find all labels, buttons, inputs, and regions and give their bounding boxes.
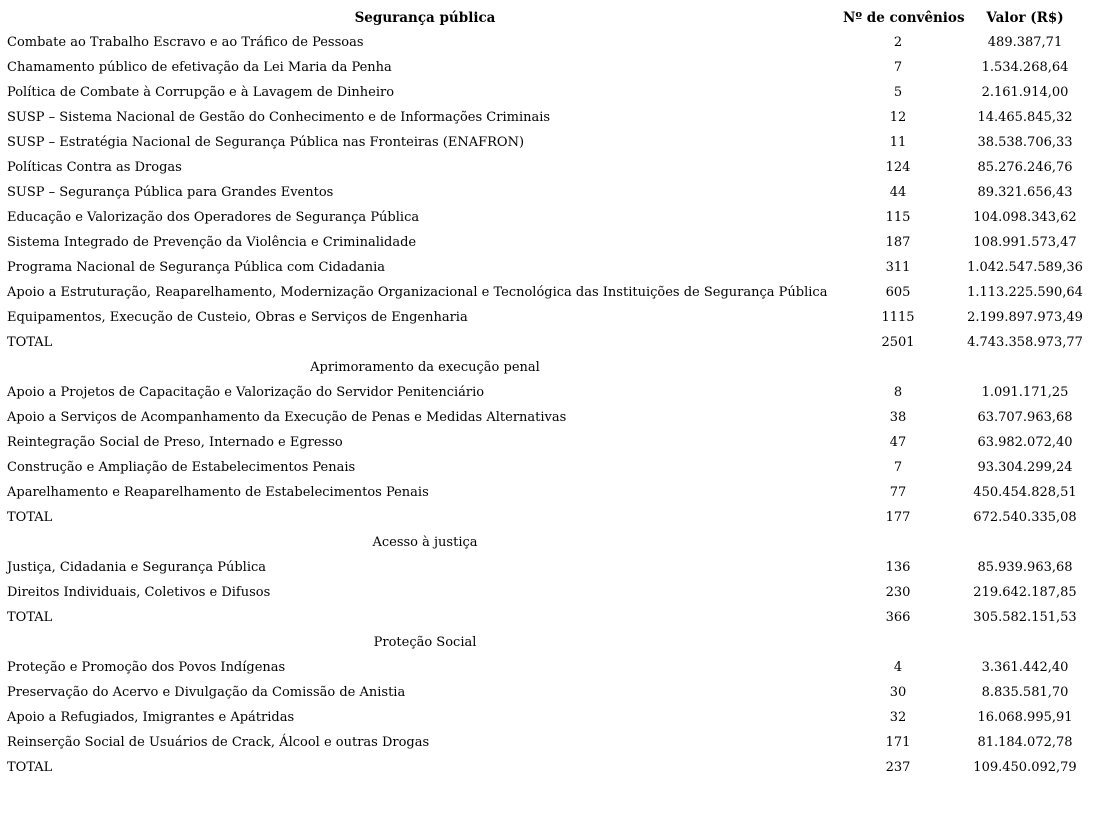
- row-convenios-value: 4: [893, 660, 903, 675]
- section-title: Proteção Social: [373, 635, 477, 650]
- row-convenios-value: 605: [885, 285, 911, 300]
- table-row: [0, 105, 1097, 130]
- row-valor-value: 219.642.187,85: [973, 585, 1077, 600]
- row-valor-value: 38.538.706,33: [977, 135, 1073, 150]
- row-convenios-value: 38: [889, 410, 907, 425]
- row-valor-value: 3.361.442,40: [981, 660, 1069, 675]
- table-row: [0, 480, 1097, 505]
- row-valor-value: 85.939.963,68: [977, 560, 1073, 575]
- row-convenios-value: 115: [885, 210, 911, 225]
- row-convenios-value: 32: [889, 710, 907, 725]
- row-label: SUSP – Sistema Nacional de Gestão do Conhecimento e de Informações Criminais: [7, 110, 551, 125]
- row-convenios-value: 77: [889, 485, 907, 500]
- row-label: Reintegração Social de Preso, Internado e Egresso: [7, 435, 343, 450]
- row-label: Direitos Individuais, Coletivos e Difusos: [7, 585, 271, 600]
- row-label: Programa Nacional de Segurança Pública com Cidadania: [7, 260, 386, 275]
- row-convenios-value: 44: [889, 185, 907, 200]
- table-row: [0, 555, 1097, 580]
- table-header-row: [0, 5, 1097, 30]
- row-label: Política de Combate à Corrupção e à Lavagem de Dinheiro: [7, 85, 395, 100]
- row-convenios-value: 47: [889, 435, 907, 450]
- column-header-convenios: Nº de convênios: [843, 9, 965, 26]
- total-convenios-value: 177: [885, 510, 911, 525]
- section-title-row: [0, 355, 1097, 380]
- row-label: Proteção e Promoção dos Povos Indígenas: [7, 660, 286, 675]
- row-valor-value: 1.113.225.590,64: [967, 285, 1083, 300]
- row-label: Políticas Contra as Drogas: [7, 160, 182, 175]
- row-convenios-value: 8: [893, 385, 903, 400]
- table-row: [0, 205, 1097, 230]
- section-title-row: [0, 530, 1097, 555]
- column-header-category: Segurança pública: [354, 9, 496, 26]
- total-valor-value: 305.582.151,53: [973, 610, 1077, 625]
- row-convenios-value: 12: [889, 110, 907, 125]
- total-convenios-value: 237: [885, 760, 911, 775]
- row-label: Apoio a Serviços de Acompanhamento da Execução de Penas e Medidas Alternativas: [7, 410, 567, 425]
- row-convenios-value: 136: [885, 560, 911, 575]
- table-row: [0, 730, 1097, 755]
- total-row: [0, 755, 1097, 780]
- table-row: [0, 455, 1097, 480]
- row-convenios-value: 7: [893, 460, 903, 475]
- total-row: [0, 605, 1097, 630]
- row-label: Construção e Ampliação de Estabelecimentos Penais: [7, 460, 356, 475]
- table-row: [0, 430, 1097, 455]
- row-valor-value: 1.091.171,25: [981, 385, 1069, 400]
- table-row: [0, 80, 1097, 105]
- row-convenios-value: 1115: [881, 310, 915, 325]
- row-valor-value: 104.098.343,62: [973, 210, 1077, 225]
- row-valor-value: 8.835.581,70: [981, 685, 1069, 700]
- row-valor-value: 1.042.547.589,36: [967, 260, 1083, 275]
- row-label: Justiça, Cidadania e Segurança Pública: [7, 560, 267, 575]
- total-row: [0, 505, 1097, 530]
- row-label: Apoio a Projetos de Capacitação e Valorização do Servidor Penitenciário: [7, 385, 485, 400]
- total-convenios-value: 2501: [881, 335, 915, 350]
- row-valor-value: 489.387,71: [987, 35, 1063, 50]
- row-label: Aparelhamento e Reaparelhamento de Estabelecimentos Penais: [7, 485, 429, 500]
- table-row: [0, 155, 1097, 180]
- total-label: TOTAL: [7, 760, 53, 775]
- total-label: TOTAL: [7, 510, 53, 525]
- row-label: Sistema Integrado de Prevenção da Violência e Criminalidade: [7, 235, 417, 250]
- row-label: Apoio a Estruturação, Reaparelhamento, Modernização Organizacional e Tecnológica das Instituições de Segurança Pública: [7, 285, 828, 300]
- section-title: Aprimoramento da execução penal: [310, 360, 540, 375]
- table-row: [0, 705, 1097, 730]
- row-label: Reinserção Social de Usuários de Crack, Álcool e outras Drogas: [7, 735, 430, 750]
- row-convenios-value: 311: [885, 260, 911, 275]
- row-valor-value: 2.161.914,00: [981, 85, 1069, 100]
- row-label: Educação e Valorização dos Operadores de Segurança Pública: [7, 210, 420, 225]
- row-valor-value: 63.982.072,40: [977, 435, 1073, 450]
- row-valor-value: 16.068.995,91: [977, 710, 1073, 725]
- row-valor-value: 2.199.897.973,49: [967, 310, 1083, 325]
- section-title-row: [0, 630, 1097, 655]
- row-label: Equipamentos, Execução de Custeio, Obras e Serviços de Engenharia: [7, 310, 468, 325]
- table-row: [0, 580, 1097, 605]
- row-label: Apoio a Refugiados, Imigrantes e Apátridas: [7, 710, 295, 725]
- row-convenios-value: 124: [885, 160, 911, 175]
- table-row: [0, 405, 1097, 430]
- table-row: [0, 130, 1097, 155]
- row-valor-value: 14.465.845,32: [977, 110, 1073, 125]
- table-row: [0, 305, 1097, 330]
- table-row: [0, 680, 1097, 705]
- row-valor-value: 81.184.072,78: [977, 735, 1073, 750]
- row-convenios-value: 171: [885, 735, 911, 750]
- section-title: Acesso à justiça: [372, 535, 478, 550]
- table-row: [0, 655, 1097, 680]
- row-label: Combate ao Trabalho Escravo e ao Tráfico de Pessoas: [7, 35, 364, 50]
- total-convenios-value: 366: [885, 610, 911, 625]
- column-header-valor: Valor (R$): [986, 9, 1064, 26]
- row-label: Preservação do Acervo e Divulgação da Comissão de Anistia: [7, 685, 406, 700]
- row-label: SUSP – Estratégia Nacional de Segurança Pública nas Fronteiras (ENAFRON): [7, 135, 525, 150]
- row-valor-value: 89.321.656,43: [977, 185, 1073, 200]
- table-row: [0, 255, 1097, 280]
- row-valor-value: 108.991.573,47: [973, 235, 1077, 250]
- row-label: Chamamento público de efetivação da Lei Maria da Penha: [7, 60, 392, 75]
- table-row: [0, 180, 1097, 205]
- table-row: [0, 55, 1097, 80]
- table-body: [0, 30, 1097, 780]
- row-valor-value: 1.534.268,64: [981, 60, 1069, 75]
- row-convenios-value: 11: [889, 135, 907, 150]
- total-row: [0, 330, 1097, 355]
- total-valor-value: 109.450.092,79: [973, 760, 1077, 775]
- row-convenios-value: 230: [885, 585, 911, 600]
- row-valor-value: 85.276.246,76: [977, 160, 1073, 175]
- total-valor-value: 672.540.335,08: [973, 510, 1077, 525]
- row-valor-value: 93.304.299,24: [977, 460, 1073, 475]
- row-label: SUSP – Segurança Pública para Grandes Eventos: [7, 185, 334, 200]
- row-valor-value: 450.454.828,51: [973, 485, 1077, 500]
- row-convenios-value: 7: [893, 60, 903, 75]
- table-row: [0, 230, 1097, 255]
- row-convenios-value: 30: [889, 685, 907, 700]
- row-valor-value: 63.707.963,68: [977, 410, 1073, 425]
- table-row: [0, 380, 1097, 405]
- table-row: [0, 30, 1097, 55]
- table-row: [0, 280, 1097, 305]
- total-valor-value: 4.743.358.973,77: [967, 335, 1083, 350]
- row-convenios-value: 5: [893, 85, 903, 100]
- total-label: TOTAL: [7, 610, 53, 625]
- row-convenios-value: 187: [885, 235, 911, 250]
- row-convenios-value: 2: [893, 35, 903, 50]
- total-label: TOTAL: [7, 335, 53, 350]
